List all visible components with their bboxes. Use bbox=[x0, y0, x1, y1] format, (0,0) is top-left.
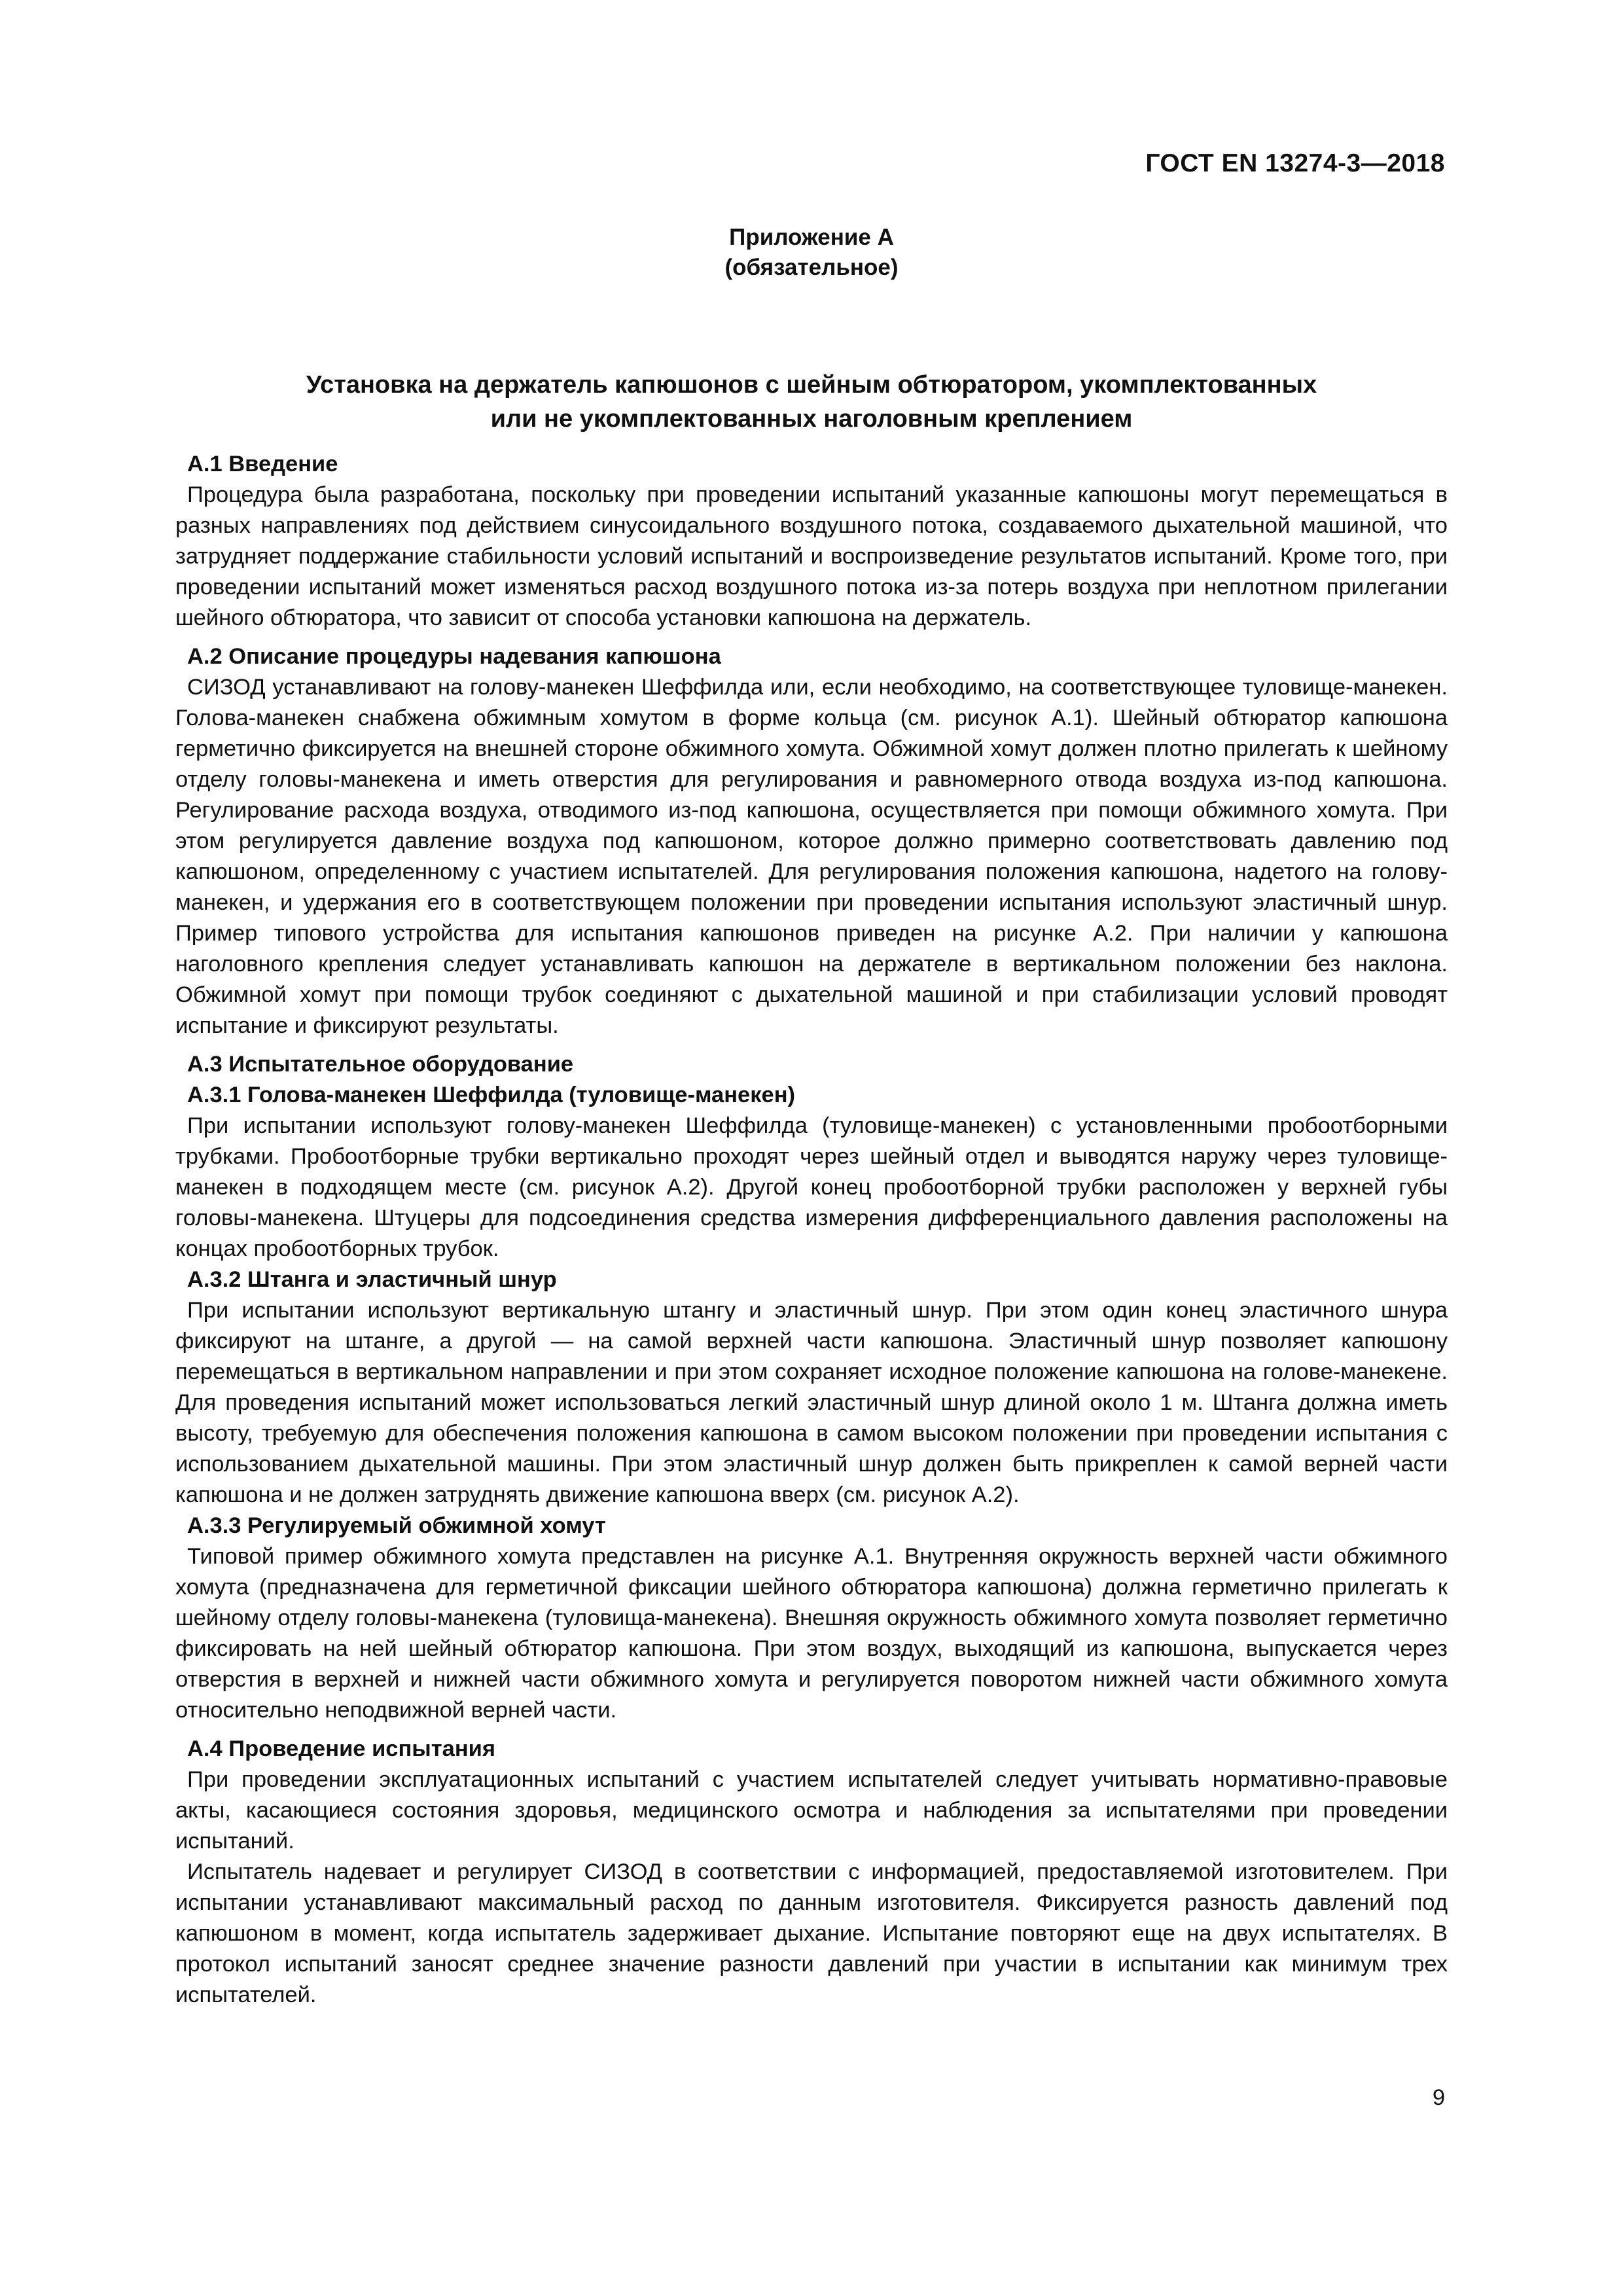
section-a4-paragraph-1: При проведении эксплуатационных испытаний с участием испытателей следует учитывать нормативно-правовые акты, касающиеся состояния здоровья, медицинского осмотра и наблюдения за испытателями при проведении испытаний. bbox=[175, 1767, 1448, 1854]
standard-code: ГОСТ EN 13274-3—2018 bbox=[1145, 149, 1445, 177]
section-heading-a2: А.2 Описание процедуры надевания капюшона bbox=[187, 644, 721, 669]
section-heading-a4: А.4 Проведение испытания bbox=[187, 1736, 496, 1761]
annex-title bbox=[175, 368, 1448, 436]
annex-type: (обязательное) bbox=[724, 255, 899, 280]
section-a3-1-paragraph: При испытании используют голову-манекен Шеффилда (туловище-манекен) с установленными пробоотборными трубками. Пробоотборные трубки вертикально проходят через шейный отдел и выводятся наружу через туловище-манекен в подходящем месте (см. рисунок А.2). Другой конец пробоотборной трубки расположен у верхней губы головы-манекена. Штуцеры для подсоединения средства измерения дифференциального давления расположены на концах пробоотборных трубок. bbox=[175, 1113, 1448, 1261]
annex-title-line-2: или не укомплектованных наголовным креплением bbox=[490, 405, 1133, 433]
annex-label: Приложение А bbox=[729, 224, 894, 250]
section-heading-a3-1: А.3.1 Голова-манекен Шеффилда (туловище-манекен) bbox=[187, 1083, 796, 1107]
section-heading-a3-2: А.3.2 Штанга и эластичный шнур bbox=[187, 1267, 557, 1292]
section-a1-paragraph: Процедура была разработана, поскольку при проведении испытаний указанные капюшоны могут перемещаться в разных направлениях под действием синусоидального воздушного потока, создаваемого дыхательной машиной, что затрудняет поддержание стабильности условий испытаний и воспроизведение результатов испытаний. Кроме того, при проведении испытаний может изменяться расход воздушного потока из-за потерь воздуха при неплотном прилегании шейного обтюратора, что зависит от способа установки капюшона на держатель. bbox=[175, 482, 1448, 630]
section-heading-a3: А.3 Испытательное оборудование bbox=[187, 1052, 574, 1077]
annex-title-line-1: Установка на держатель капюшонов с шейным обтюратором, укомплектованных bbox=[306, 371, 1317, 399]
page-number: 9 bbox=[1432, 2085, 1445, 2110]
section-heading-a1: А.1 Введение bbox=[187, 452, 338, 476]
section-heading-a3-3: А.3.3 Регулируемый обжимной хомут bbox=[187, 1513, 606, 1538]
section-a2-paragraph: СИЗОД устанавливают на голову-манекен Шеффилда или, если необходимо, на соответствующее туловище-манекен. Голова-манекен снабжена обжимным хомутом в форме кольца (см. рисунок А.1). Шейный обтюратор капюшона герметично фиксируется на внешней стороне обжимного хомута. Обжимной хомут должен плотно прилегать к шейному отделу головы-манекена и иметь отверстия для регулирования и равномерного отвода воздуха из-под капюшона. Регулирование расхода воздуха, отводимого из-под капюшона, осуществляется при помощи обжимного хомута. При этом регулируется давление воздуха под капюшоном, которое должно примерно соответствовать давлению под капюшоном, определенному с участием испытателей. Для регулирования положения капюшона, надетого на голову-манекен, и удержания его в соответствующем положении при проведении испытания используют эластичный шнур. Пример типового устройства для испытания капюшонов приведен на рисунке А.2. При наличии у капюшона наголовного крепления следует устанавливать капюшон на держателе в вертикальном положении без наклона. Обжимной хомут при помощи трубок соединяют с дыхательной машиной и при стабилизации условий проводят испытание и фиксируют результаты. bbox=[175, 675, 1448, 1038]
section-a4-paragraph-2: Испытатель надевает и регулирует СИЗОД в соответствии с информацией, предоставляемой изготовителем. При испытании устанавливают максимальный расход по данным изготовителя. Фиксируется разность давлений под капюшоном в момент, когда испытатель задерживает дыхание. Испытание повторяют еще на двух испытателях. В протокол испытаний заносят среднее значение разности давлений при участии в испытании как минимум трех испытателей. bbox=[175, 1859, 1448, 2007]
section-a3-2-paragraph: При испытании используют вертикальную штангу и эластичный шнур. При этом один конец эластичного шнура фиксируют на штанге, а другой — на самой верхней части капюшона. Эластичный шнур позволяет капюшону перемещаться в вертикальном направлении и при этом сохраняет исходное положение капюшона на голове-манекене. Для проведения испытаний может использоваться легкий эластичный шнур длиной около 1 м. Штанга должна иметь высоту, требуемую для обеспечения положения капюшона в самом высоком положении при проведении испытания с использованием дыхательной машины. При этом эластичный шнур должен быть прикреплен к самой верней части капюшона и не должен затруднять движение капюшона вверх (см. рисунок А.2). bbox=[175, 1298, 1448, 1507]
page-content bbox=[175, 223, 1448, 2011]
section-a3-3-paragraph: Типовой пример обжимного хомута представлен на рисунке А.1. Внутренняя окружность верхней части обжимного хомута (предназначена для герметичной фиксации шейного обтюратора капюшона) должна герметично прилегать к шейному отделу головы-манекена (туловища-манекена). Внешняя окружность обжимного хомута позволяет герметично фиксировать на ней шейный обтюратор капюшона. При этом воздух, выходящий из капюшона, выпускается через отверстия в верхней и нижней части обжимного хомута и регулируется поворотом нижней части обжимного хомута относительно неподвижной верней части. bbox=[175, 1544, 1448, 1723]
